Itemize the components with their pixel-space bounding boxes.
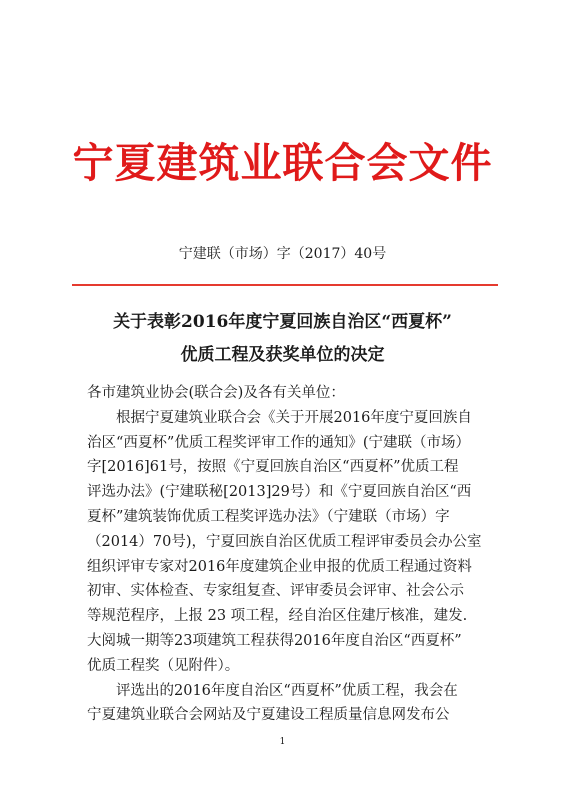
paragraph-line: 等规范程序，上报 23 项工程，经自治区住建厅核准，建发. xyxy=(87,608,468,625)
paragraph-line: 评选办法》(宁建联秘[2013]29号）和《宁夏回族自治区“西 xyxy=(87,484,472,501)
paragraph-line: 宁夏建筑业联合会网站及宁夏建设工程质量信息网发布公 xyxy=(87,707,450,724)
paragraph-line: 初审、实体检查、专家组复查、评审委员会评审、社会公示 xyxy=(87,583,464,600)
paragraph-line: 组织评审专家对2016年度建筑企业申报的优质工程通过资料 xyxy=(87,558,472,575)
paragraph-2 xyxy=(87,679,497,729)
paragraph-line: 大阅城一期等23项建筑工程获得2016年度自治区“西夏杯” xyxy=(87,632,462,649)
paragraph-line: 优质工程奖（见附件）。 xyxy=(87,657,240,674)
salutation: 各市建筑业协会(联合会)及各有关单位： xyxy=(87,385,345,401)
paragraph-line: 治区“西夏杯”优质工程奖评审工作的通知》(宁建联（市场） xyxy=(87,434,470,451)
page-number: 1 xyxy=(279,737,286,747)
paragraph-line: （2014）70号)，宁夏回族自治区优质工程评审委员会办公室 xyxy=(87,533,482,550)
paragraph-line: 夏杯”建筑装饰优质工程奖评选办法》（宁建联（市场）字 xyxy=(87,508,450,525)
red-divider-rule xyxy=(72,284,498,286)
document-body xyxy=(87,381,497,728)
subject-line-1: 关于表彰2016年度宁夏回族自治区“西夏杯” xyxy=(113,312,452,332)
document-subject xyxy=(60,306,505,372)
document-header-title: 宁夏建筑业联合会文件 xyxy=(72,139,493,187)
subject-line-2: 优质工程及获奖单位的决定 xyxy=(180,345,385,365)
paragraph-1 xyxy=(87,406,497,679)
paragraph-line: 根据宁夏建筑业联合会《关于开展2016年度宁夏回族自 xyxy=(116,409,472,426)
paragraph-line: 字[2016]61号，按照《宁夏回族自治区“西夏杯”优质工程 xyxy=(87,459,459,476)
document-number: 宁建联（市场）字（2017）40号 xyxy=(178,246,387,262)
paragraph-line: 评选出的2016年度自治区“西夏杯”优质工程，我会在 xyxy=(116,682,458,699)
